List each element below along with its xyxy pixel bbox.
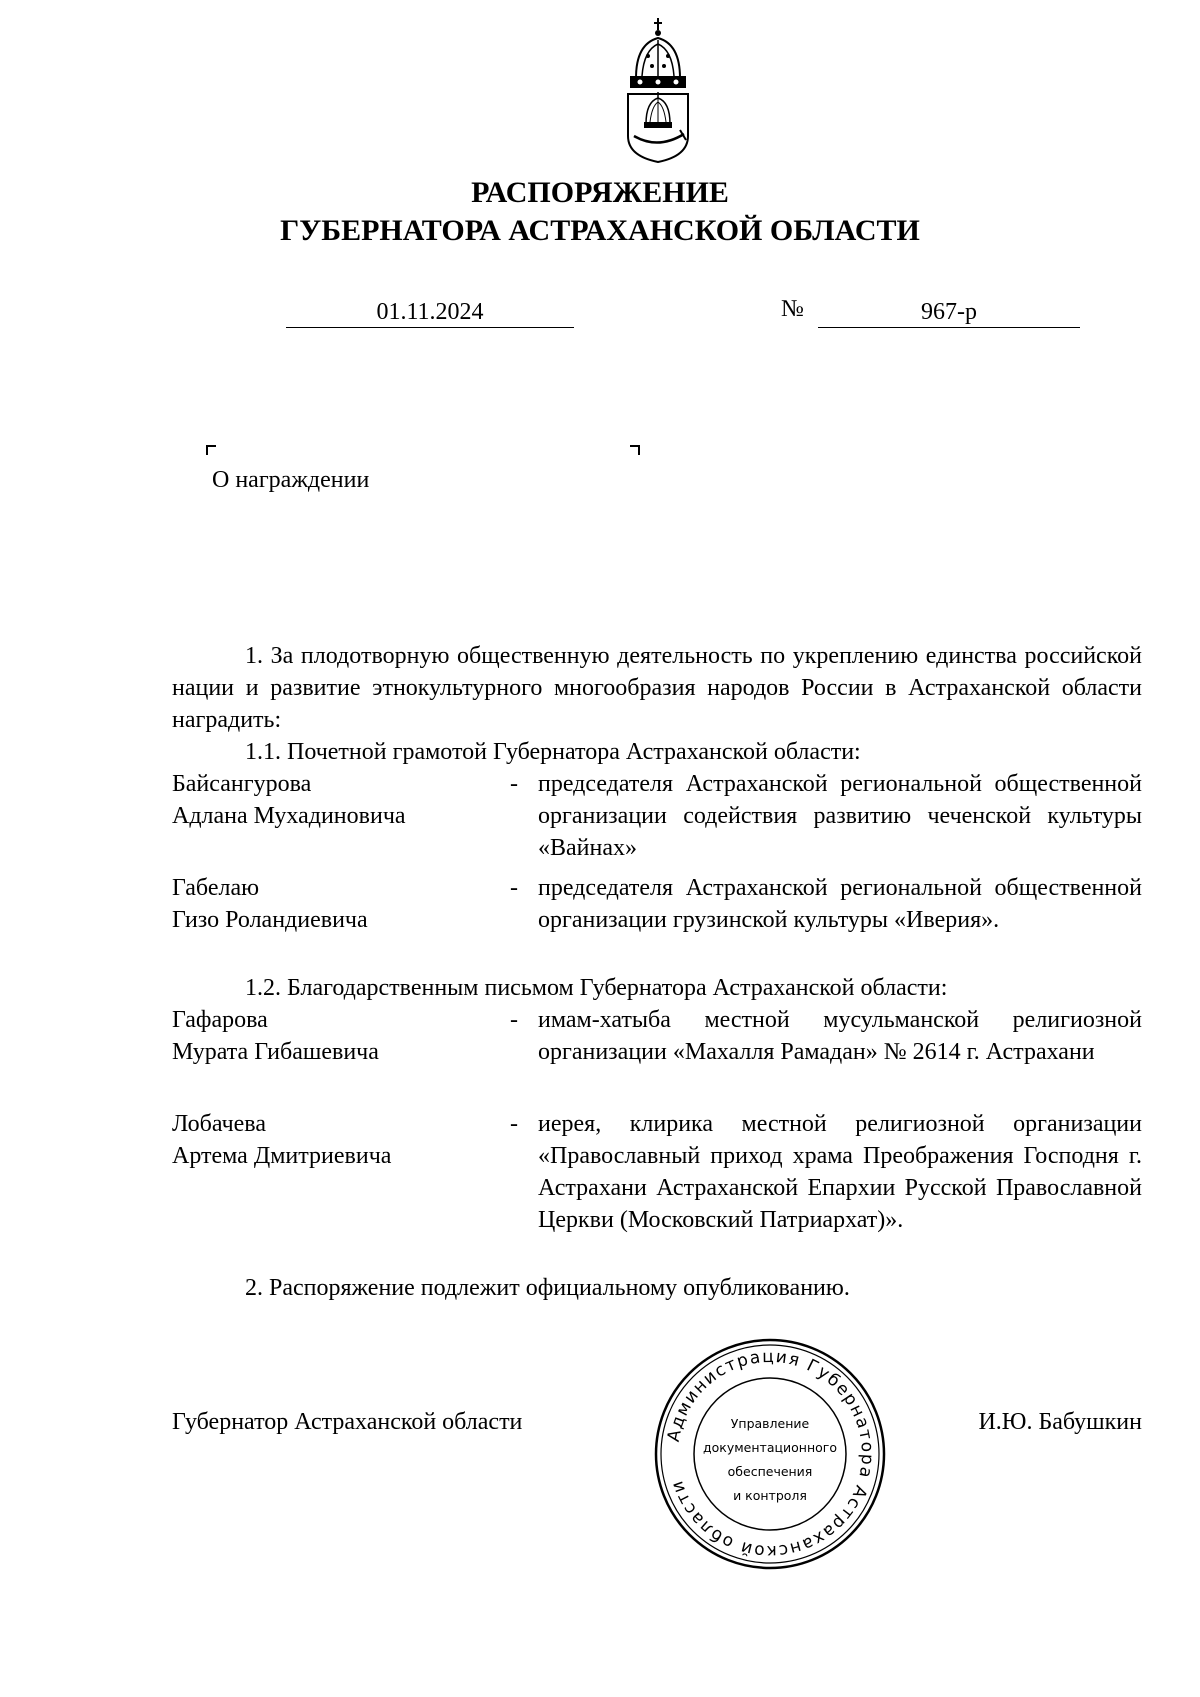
awardee-surname: Гафарова xyxy=(172,1007,268,1033)
signatory-position: Губернатор Астраханской области xyxy=(172,1409,523,1435)
dash: - xyxy=(510,875,518,901)
paragraph-1-2: 1.2. Благодарственным письмом Губернатора Астраханской области: xyxy=(245,975,948,1001)
awardee-surname: Лобачева xyxy=(172,1111,266,1137)
awardee-description: председателя Астраханской региональной общественной организации грузинской культуры «Иверия». xyxy=(538,875,1142,933)
awardee-name xyxy=(172,872,492,936)
signatory-name: И.Ю. Бабушкин xyxy=(978,1409,1142,1435)
stamp-line: и контроля xyxy=(733,1488,807,1503)
number-sign: № xyxy=(781,296,804,322)
subject-corner-right xyxy=(630,445,640,455)
awardee-surname: Байсангурова xyxy=(172,771,312,797)
paragraph-1: 1. За плодотворную общественную деятельность по укреплению единства российской нации и развитие этнокультурного многообразия народов России в Астраханской области наградить: xyxy=(172,643,1142,733)
coat-of-arms-icon xyxy=(618,16,698,164)
document-subject: О награждении xyxy=(212,467,370,493)
dash: - xyxy=(510,1111,518,1137)
awardee-description: иерея, клирика местной религиозной организации «Православный приход храма Преображения Господня г. Астрахани Астраханской Епархии Русской Православной Церкви (Московский Патриархат)». xyxy=(538,1111,1142,1233)
document-date: 01.11.2024 xyxy=(376,299,484,325)
dash: - xyxy=(510,771,518,797)
awardee-given-name: Адлана Мухадиновича xyxy=(172,803,406,829)
stamp-line: обеспечения xyxy=(727,1464,813,1479)
awardee-given-name: Гизо Роландиевича xyxy=(172,907,368,933)
dash: - xyxy=(510,1007,518,1033)
paragraph-2: 2. Распоряжение подлежит официальному опубликованию. xyxy=(245,1275,850,1301)
subject-corner-left xyxy=(206,445,216,455)
paragraph-1-1: 1.1. Почетной грамотой Губернатора Астраханской области: xyxy=(245,739,861,765)
stamp-ring-text: Администрация Губернатора Астраханской области xyxy=(663,1346,878,1562)
awardee-surname: Габелаю xyxy=(172,875,260,901)
awardee-name xyxy=(172,768,492,832)
stamp-line: документационного xyxy=(703,1440,837,1455)
awardee-name xyxy=(172,1004,492,1068)
awardee-given-name: Мурата Гибашевича xyxy=(172,1039,379,1065)
document-title-line1: РАСПОРЯЖЕНИЕ xyxy=(471,176,729,209)
document-title-line2: ГУБЕРНАТОРА АСТРАХАНСКОЙ ОБЛАСТИ xyxy=(280,214,920,247)
official-stamp xyxy=(652,1336,888,1572)
awardee-name xyxy=(172,1108,492,1172)
stamp-line: Управление xyxy=(730,1416,810,1431)
awardee-description: имам-хатыба местной мусульманской религиозной организации «Махалля Рамадан» № 2614 г. Астрахани xyxy=(538,1007,1142,1065)
document-number: 967-р xyxy=(921,299,977,325)
awardee-description: председателя Астраханской региональной общественной организации содействия развитию чеченской культуры «Вайнах» xyxy=(538,771,1142,861)
awardee-given-name: Артема Дмитриевича xyxy=(172,1143,392,1169)
